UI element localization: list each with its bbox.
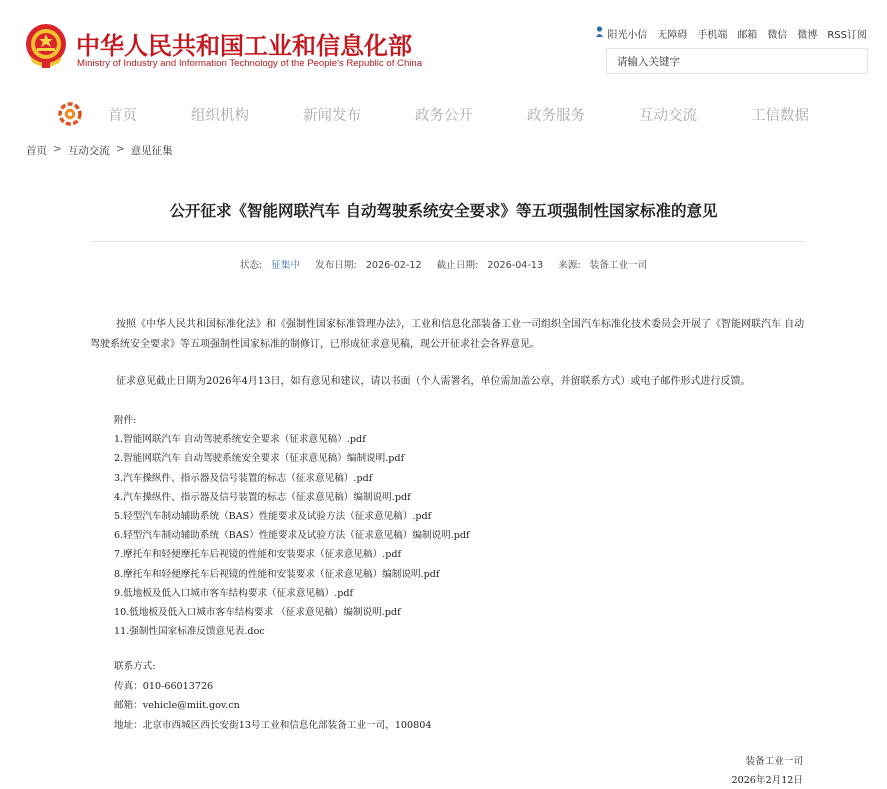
nav-item-data[interactable]: 工信数据 xyxy=(751,108,809,124)
attachment-link[interactable]: 10.低地板及低入口城市客车结构要求 （征求意见稿）编制说明.pdf xyxy=(114,606,401,618)
signature-org: 装备工业一司 xyxy=(745,756,803,767)
attachment-link[interactable]: 5.轻型汽车制动辅助系统（BAS）性能要求及试验方法（征求意见稿）.pdf xyxy=(114,510,432,522)
breadcrumb-interaction[interactable]: 互动交流 xyxy=(67,145,110,157)
source-value: 装备工业一司 xyxy=(589,260,648,271)
source-label: 来源: xyxy=(558,260,581,271)
search-input[interactable] xyxy=(615,50,859,74)
contact-label: 联系方式: xyxy=(114,661,156,672)
nav-item-news[interactable]: 新闻发布 xyxy=(303,108,361,124)
site-header xyxy=(0,0,887,86)
contact-address: 地址：北京市西城区西长安街13号工业和信息化部装备工业一司，100804 xyxy=(114,719,432,731)
nav-item-home[interactable]: 首页 xyxy=(108,108,137,124)
nav-item-organization[interactable]: 组织机构 xyxy=(191,108,249,124)
attachment-link[interactable]: 1.智能网联汽车 自动驾驶系统安全要求（征求意见稿）.pdf xyxy=(114,434,366,446)
toplink-rss[interactable]: RSS订阅 xyxy=(827,30,867,41)
toplink-mailbox[interactable]: 邮箱 xyxy=(737,30,758,41)
toplink-wechat[interactable]: 微信 xyxy=(767,30,788,41)
attachment-link[interactable]: 6.轻型汽车制动辅助系统（BAS）性能要求及试验方法（征求意见稿）编制说明.pdf xyxy=(114,530,470,542)
site-subtitle: Ministry of Industry and Information Technology of the People's Republic of China xyxy=(77,58,423,69)
article-meta xyxy=(0,257,887,271)
attachment-link[interactable]: 3.汽车操纵件、指示器及信号装置的标志（征求意见稿）.pdf xyxy=(114,472,373,484)
attachment-link[interactable]: 8.摩托车和轻便摩托车后视镜的性能和安装要求（征求意见稿）编制说明.pdf xyxy=(114,568,440,580)
status-label: 状态: xyxy=(239,260,263,271)
attachment-link[interactable]: 7.摩托车和轻便摩托车后视镜的性能和安装要求（征求意见稿）.pdf xyxy=(114,549,402,561)
article-paragraph-1: 按照《中华人民共和国标准化法》和《强制性国家标准管理办法》，工业和信息化部装备工业一司组织全国汽车标准化技术委员会开展了《智能网联汽车 自动驾驶系统安全要求》等五项强制性国家标准的制修订，已形成征求意见稿，现公开征求社会各界意见。 xyxy=(90,319,805,350)
nav-item-interaction[interactable]: 互动交流 xyxy=(639,108,697,124)
attachment-link[interactable]: 9.低地板及低入口城市客车结构要求（征求意见稿）.pdf xyxy=(114,587,354,599)
nav-item-services[interactable]: 政务服务 xyxy=(527,108,585,124)
title-divider xyxy=(90,241,806,242)
attachments-list xyxy=(114,411,470,641)
main-nav xyxy=(0,98,887,134)
toplink-sunshine[interactable] xyxy=(595,26,647,41)
deadline-label: 截止日期: xyxy=(436,260,479,271)
attachment-link[interactable]: 2.智能网联汽车 自动驾驶系统安全要求（征求意见稿）编制说明.pdf xyxy=(114,453,405,465)
status-badge: 征集中 xyxy=(271,260,301,271)
article-paragraph-2: 征求意见截止日期为2026年4月13日，如有意见和建议，请以书面（个人需署名，单位需加盖公章，并留联系方式）或电子邮件形式进行反馈。 xyxy=(116,376,751,387)
toplink-sunshine-label: 阳光小信 xyxy=(607,30,648,41)
publish-date-label: 发布日期: xyxy=(315,260,357,271)
contact-info xyxy=(114,657,431,735)
miit-logo-icon[interactable] xyxy=(58,102,82,126)
top-links xyxy=(595,26,867,41)
article-title: 公开征求《智能网联汽车 自动驾驶系统安全要求》等五项强制性国家标准的意见 xyxy=(169,202,718,220)
search-box xyxy=(606,48,868,74)
breadcrumb xyxy=(26,143,173,158)
national-emblem-icon[interactable] xyxy=(24,22,68,70)
signature-date: 2026年2月12日 xyxy=(731,775,803,786)
publish-date: 2026-02-12 xyxy=(365,260,422,271)
person-icon xyxy=(595,26,604,41)
attachment-link[interactable]: 11.强制性国家标准反馈意见表.doc xyxy=(114,626,265,638)
nav-item-public-affairs[interactable]: 政务公开 xyxy=(415,108,473,124)
deadline-date: 2026-04-13 xyxy=(487,260,544,271)
attachments-label: 附件: xyxy=(114,415,137,426)
contact-fax: 传真：010-66013726 xyxy=(114,680,214,692)
breadcrumb-current[interactable]: 意见征集 xyxy=(130,145,173,157)
site-title[interactable]: 中华人民共和国工业和信息化部 xyxy=(76,32,412,60)
attachment-link[interactable]: 4.汽车操纵件、指示器及信号装置的标志（征求意见稿）编制说明.pdf xyxy=(114,491,411,503)
breadcrumb-home[interactable]: 首页 xyxy=(26,145,47,157)
toplink-weibo[interactable]: 微博 xyxy=(797,30,818,41)
toplink-mobile[interactable]: 手机端 xyxy=(697,30,728,41)
contact-email[interactable]: 邮箱：vehicle@miit.gov.cn xyxy=(114,700,240,711)
breadcrumb-separator: > xyxy=(53,143,62,155)
breadcrumb-separator: > xyxy=(115,143,125,155)
toplink-accessibility[interactable]: 无障碍 xyxy=(657,30,688,41)
